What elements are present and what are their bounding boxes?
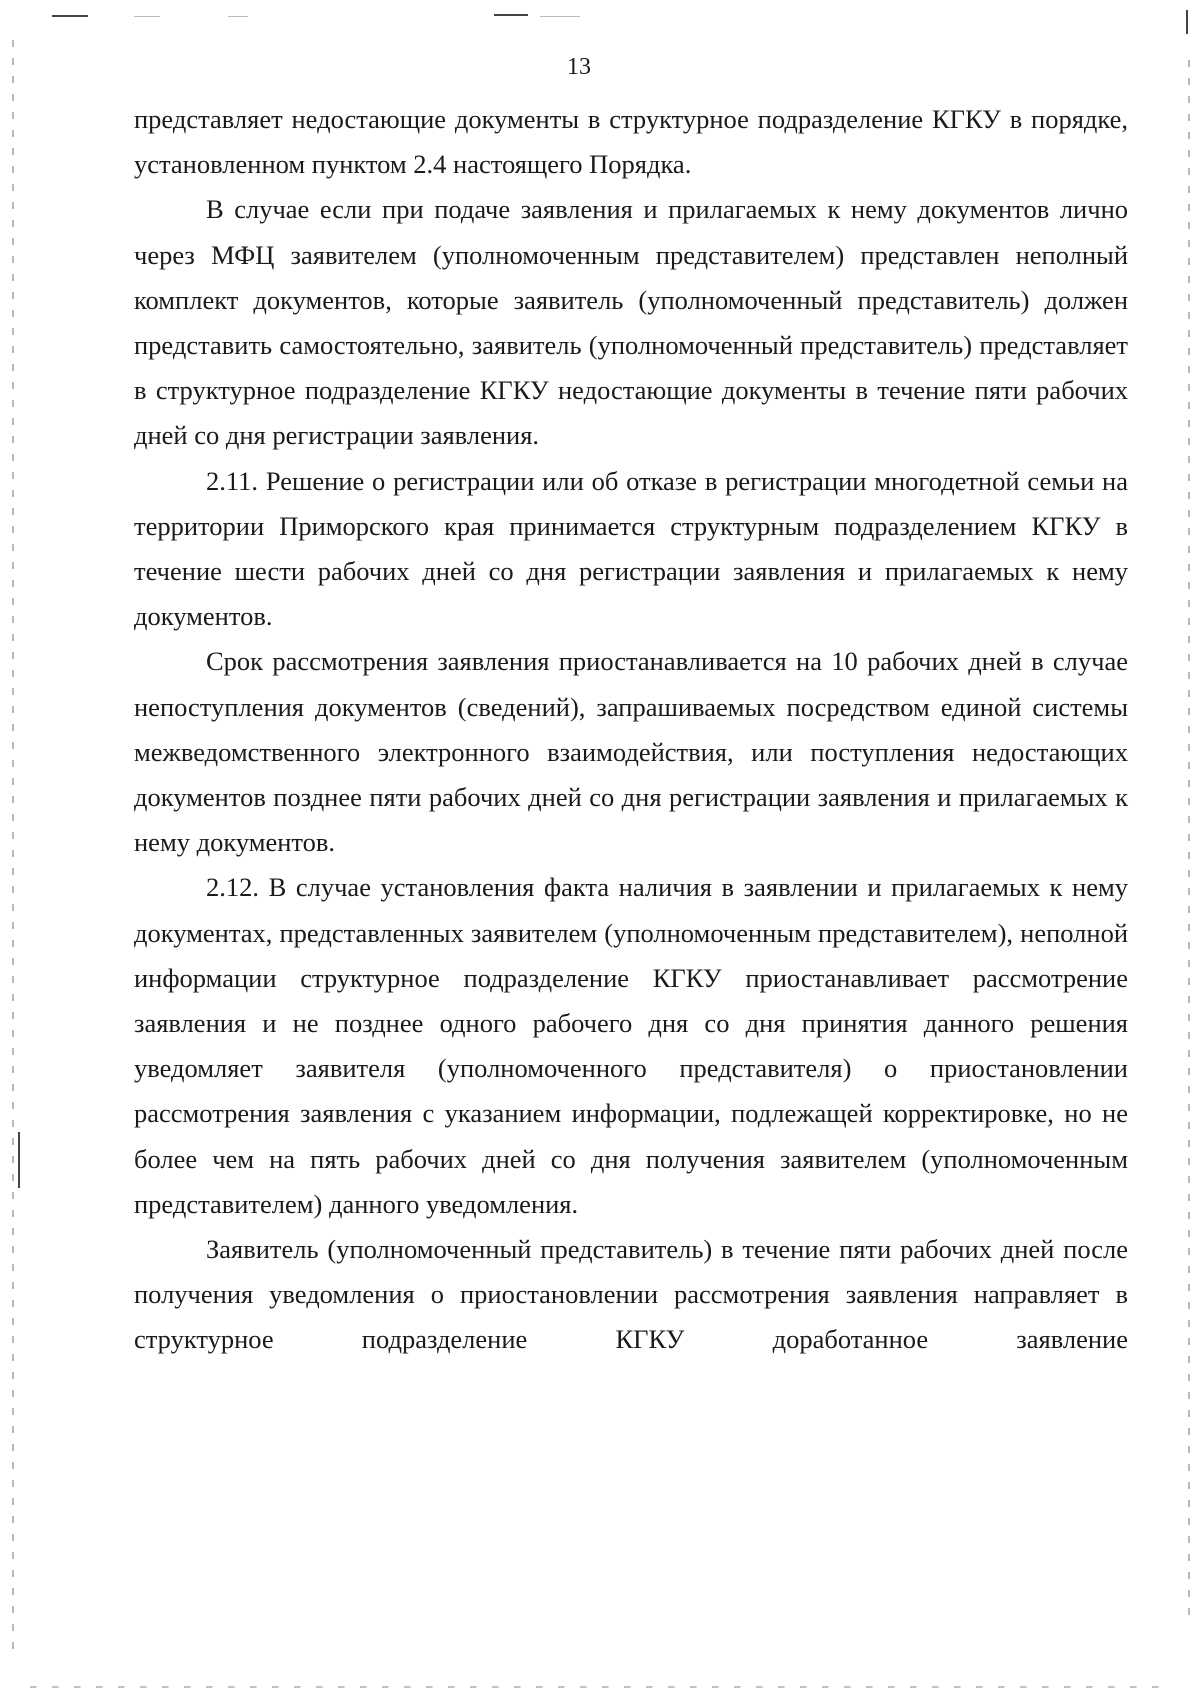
paragraph-2-11-registration-decision: 2.11. Решение о регистрации или об отказе в регистрации многодетной семьи на территории Приморского края принимается структурным подразделением КГКУ в течение шести рабочих дней со дня регистрации заявления и прилагаемых к нему документов. [134, 465, 1128, 632]
paragraph-applicant-resubmission: Заявитель (уполномоченный представитель) в течение пяти рабочих дней после получения уведомления о приостановлении рассмотрения заявления направляет в структурное подразделение КГКУ доработанное заявление [134, 1234, 1128, 1355]
scan-line-top-left [52, 15, 88, 17]
scan-dash-top-2 [228, 16, 248, 17]
scan-dash-top-3 [540, 16, 580, 17]
paragraph-mfc-incomplete-documents: В случае если при подаче заявления и прилагаемых к нему документов лично через МФЦ заявителем (уполномоченным представителем) представлен неполный комплект документов, которые заявитель (уполномоченный представитель) должен представить самостоятельно, заявитель (уполномоченный представитель) представляет в структурное подразделение КГКУ недостающие документы в течение пяти рабочих дней со дня регистрации заявления. [134, 194, 1128, 451]
scan-dots-right-margin [1188, 60, 1190, 1620]
scan-line-top-center [494, 14, 528, 16]
scan-dash-top-1 [134, 16, 160, 17]
scan-line-left-middle [18, 1132, 20, 1188]
paragraph-continuation: представляет недостающие документы в структурное подразделение КГКУ в порядке, установленном пунктом 2.4 настоящего Порядка. [134, 104, 1128, 180]
scan-dots-bottom [30, 1686, 1160, 1688]
page-number: 13 [567, 54, 591, 80]
paragraph-review-suspension: Срок рассмотрения заявления приостанавливается на 10 рабочих дней в случае непоступления документов (сведений), запрашиваемых посредством единой системы межведомственного электронного взаимодействия, или поступления недостающих документов позднее пяти рабочих дней со дня регистрации заявления и прилагаемых к нему документов. [134, 646, 1128, 858]
scan-line-right-top [1186, 10, 1188, 34]
paragraph-2-12-incomplete-information: 2.12. В случае установления факта наличия в заявлении и прилагаемых к нему документах, представленных заявителем (уполномоченным представителем), неполной информации структурное подразделение КГКУ приостанавливает рассмотрение заявления и не позднее одного рабочего дня со дня принятия данного решения уведомляет заявителя (уполномоченного представителя) о приостановлении рассмотрения заявления с указанием информации, подлежащей корректировке, но не более чем на пять рабочих дней со дня получения заявителем (уполномоченным представителем) данного уведомления. [134, 872, 1128, 1219]
scan-dots-left-margin [12, 40, 14, 1660]
document-body [134, 97, 1128, 1363]
